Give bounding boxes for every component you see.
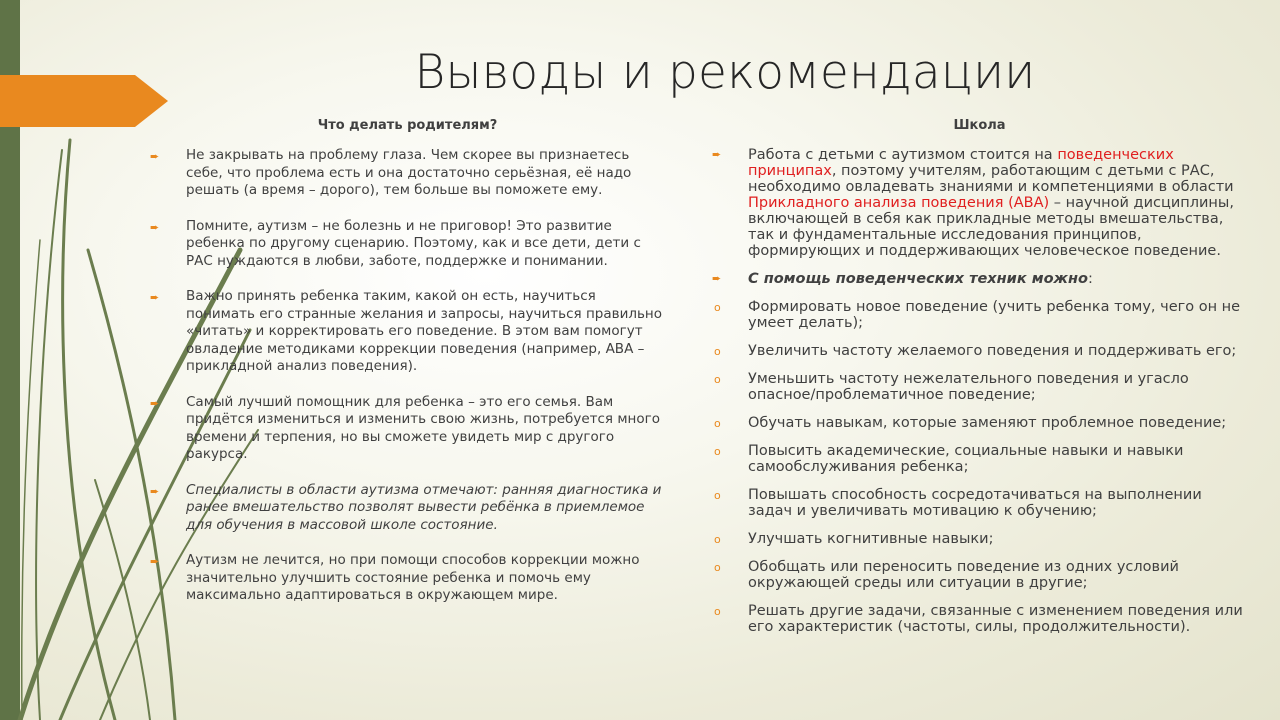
list-item: ➨ Специалисты в области аутизма отмечают: ранняя диагностика и ранее вмешательство позволят вывести ребёнка в приемлемое для обучения в массовой школе состояние.: [150, 481, 662, 533]
list-item: ➨ С помощь поведенческих техник можно:: [712, 271, 1093, 287]
list-item: o Повышать способность сосредотачиваться на выполнении задач и увеличивать мотивацию к обучению;: [714, 487, 1202, 519]
school-list: [712, 147, 1247, 635]
parents-heading: Что делать родителям?: [317, 118, 498, 133]
circle-bullet-icon: o: [714, 533, 721, 546]
arrow-bullet-icon: ➨: [712, 148, 722, 161]
circle-bullet-icon: o: [714, 561, 721, 574]
list-item: o Улучшать когнитивные навыки;: [714, 531, 994, 547]
page-title: Выводы и рекомендации: [414, 45, 1036, 100]
arrow-bullet-icon: ➨: [712, 272, 722, 285]
circle-bullet-icon: o: [714, 345, 721, 358]
list-item: ➨ Аутизм не лечится, но при помощи способов коррекции можно значительно улучшить состояние ребенка и помочь ему максимально адаптироваться в окружающем мире.: [150, 552, 640, 603]
list-item: o Решать другие задачи, связанные с изменением поведения или его характеристик (частоты, силы, продолжительности).: [714, 603, 1243, 635]
list-item: o Обобщать или переносить поведение из одних условий окружающей среды или ситуации в другие;: [714, 559, 1179, 591]
list-item: ➨ Самый лучший помощник для ребенка – это его семья. Вам придётся измениться и изменить свою жизнь, потребуется много времени и терпения, но вы сможете увидеть мир с другого ракурса.: [150, 393, 660, 462]
circle-bullet-icon: o: [714, 301, 721, 314]
list-item: ➨ Помните, аутизм – не болезнь и не приговор! Это развитие ребенка по другому сценарию. Поэтому, как и все дети, дети с РАС нуждаются в любви, заботе, поддержке и понимании.: [150, 217, 641, 269]
list-item: o Формировать новое поведение (учить ребенка тому, чего он не умеет делать);: [714, 299, 1241, 331]
arrow-bullet-icon: ➨: [150, 396, 160, 410]
orange-arrow-shape: [0, 75, 168, 127]
school-heading: Школа: [953, 118, 1006, 133]
circle-bullet-icon: o: [714, 417, 721, 430]
list-item: o Уменьшить частоту нежелательного поведения и угасло опасное/проблематичное поведение;: [714, 371, 1189, 403]
circle-bullet-icon: o: [714, 489, 721, 502]
list-item: ➨ Важно принять ребенка таким, какой он есть, научиться понимать его странные желания и запросы, научиться правильно «читать» и корректировать его поведение. В этом вам помогут овладение методиками коррекции поведения (например, АВА – прикладной анализ поведения).: [150, 288, 663, 374]
arrow-bullet-icon: ➨: [150, 291, 160, 304]
list-item: o Увеличить частоту желаемого поведения и поддерживать его;: [714, 343, 1237, 359]
school-column: [712, 118, 1247, 647]
list-item: o Обучать навыкам, которые заменяют проблемное поведение;: [714, 415, 1227, 431]
list-item: o Повысить академические, социальные навыки и навыки самообслуживания ребенка;: [714, 443, 1184, 475]
arrow-bullet-icon: ➨: [150, 150, 160, 163]
arrow-bullet-icon: ➨: [150, 220, 160, 234]
parents-list: [150, 147, 665, 605]
parents-column: [150, 118, 665, 623]
arrow-bullet-icon: ➨: [150, 484, 160, 498]
circle-bullet-icon: o: [714, 373, 721, 386]
arrow-bullet-icon: ➨: [150, 555, 160, 568]
list-item: ➨ Работа с детьми с аутизмом стоится на поведенческих принципах, поэтому учителям, работающим с детьми с РАС, необходимо овладевать знаниями и компетенциями в области Прикладного анализа поведения (АВА) – научной дисциплины, включающей в себя как прикладные методы вмешательства, так и фундаментальные исследования принципов, формирующих и поддерживающих человеческое поведение.: [712, 147, 1234, 259]
circle-bullet-icon: o: [714, 445, 721, 458]
circle-bullet-icon: o: [714, 605, 721, 618]
list-item: ➨ Не закрывать на проблему глаза. Чем скорее вы признаетесь себе, что проблема есть и она достаточно серьёзная, её надо решать (а время – дорого), тем больше вы поможете ему.: [150, 147, 632, 198]
